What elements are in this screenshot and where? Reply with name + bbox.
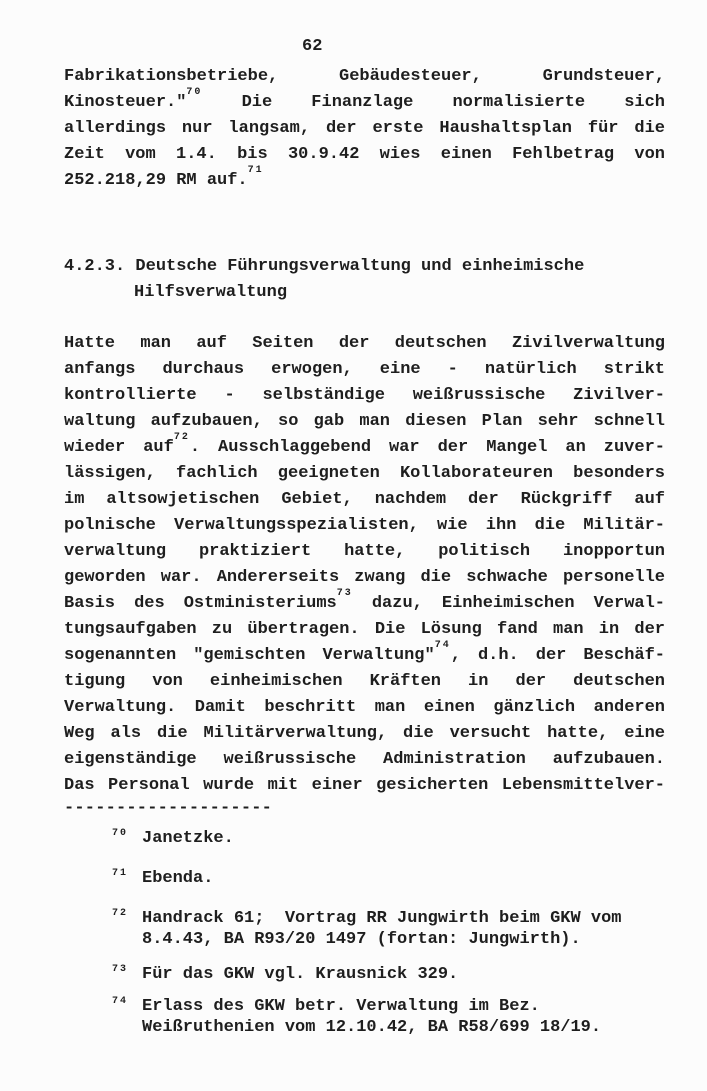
text-line: eigenständige weißrussische Administration aufzubauen. [64, 750, 665, 769]
paragraph-main [64, 331, 665, 799]
section-heading-line1: 4.2.3. Deutsche Führungsverwaltung und einheimische [64, 257, 585, 276]
text-line: 252.218,29 RM auf.$^{71}$ [64, 165, 264, 190]
text-line: tigung von einheimischen Kräften in der deutschen [64, 672, 665, 691]
footnote-item: 71 Ebenda. [64, 868, 665, 889]
text-line: allerdings nur langsam, der erste Haushaltsplan für die [64, 119, 665, 138]
section-heading-line2: Hilfsverwaltung [134, 283, 288, 302]
text-line: tungsaufgaben zu übertragen. Die Lösung fand man in der [64, 620, 665, 639]
footnote-text-line: Erlass des GKW betr. Verwaltung im Bez. [142, 997, 540, 1016]
footnote-reference: 70 [186, 87, 203, 99]
footnote-item: 73 Für das GKW vgl. Krausnick 329. [64, 964, 665, 985]
text-line: anfangs durchaus erwogen, eine - natürlich strikt [64, 360, 665, 379]
footnote-text-line: Für das GKW vgl. Krausnick 329. [142, 965, 459, 984]
paragraph-finance [64, 64, 665, 194]
footnote-text-line: Ebenda. [142, 869, 214, 888]
text-line: Hatte man auf Seiten der deutschen Zivilverwaltung [64, 334, 665, 353]
footnote-text-line: 8.4.43, BA R93/20 1497 (fortan: Jungwirth). [142, 930, 581, 949]
footnote-text-line: Janetzke. [142, 829, 234, 848]
text-line: waltung aufzubauen, so gab man diesen Plan sehr schnell [64, 412, 665, 431]
text-line: wieder auf$^{72}$. Ausschlaggebend war der Mangel an zuver- [64, 432, 665, 457]
text-line: Das Personal wurde mit einer gesicherten Lebensmittelver- [64, 776, 665, 795]
text-line: verwaltung praktiziert hatte, politisch inopportun [64, 542, 665, 561]
text-line: Verwaltung. Damit beschritt man einen gänzlich anderen [64, 698, 665, 717]
footnotes [64, 828, 665, 1038]
footnote-reference: 71 [247, 165, 264, 177]
section-heading [64, 254, 665, 306]
text-line: Weg als die Militärverwaltung, die versucht hatte, eine [64, 724, 665, 743]
text-line: Zeit vom 1.4. bis 30.9.42 wies einen Fehlbetrag von [64, 145, 665, 164]
footnote-item: 72 Handrack 61; Vortrag RR Jungwirth beim GKW vom 8.4.43, BA R93/20 1497 (fortan: Jungwirth). [64, 908, 665, 950]
footnote-reference: 73 [336, 588, 353, 600]
text-line: geworden war. Andererseits zwang die schwache personelle [64, 568, 665, 587]
text-line: Basis des Ostministeriums$^{73}$ dazu, Einheimischen Verwal- [64, 588, 665, 613]
footnote-reference: 74 [434, 640, 451, 652]
text-line: Fabrikationsbetriebe, Gebäudesteuer, Grundsteuer, [64, 67, 665, 86]
footnote-text-line: Handrack 61; Vortrag RR Jungwirth beim GKW vom [142, 909, 622, 928]
text-line: im altsowjetischen Gebiet, nachdem der Rückgriff auf [64, 490, 665, 509]
text-line: Kinosteuer."$^{70}$ Die Finanzlage normalisierte sich [64, 87, 665, 112]
page-number: 62 [302, 37, 323, 56]
footnote-separator: -------------------- [64, 799, 273, 818]
text-line: kontrollierte - selbständige weißrussische Zivilver- [64, 386, 665, 405]
footnote-item: 70 Janetzke. [64, 828, 665, 849]
footnote-text-line: Weißruthenien vom 12.10.42, BA R58/699 18/19. [142, 1018, 602, 1037]
text-line: lässigen, fachlich geeigneten Kollaborateuren besonders [64, 464, 665, 483]
footnote-item: 74 Erlass des GKW betr. Verwaltung im Bez. Weißruthenien vom 12.10.42, BA R58/699 18/19. [64, 996, 665, 1038]
footnote-reference: 72 [173, 432, 190, 444]
text-line: sogenannten "gemischten Verwaltung"$^{74}$, d.h. der Beschäf- [64, 640, 665, 665]
text-line: polnische Verwaltungsspezialisten, wie ihn die Militär- [64, 516, 665, 535]
